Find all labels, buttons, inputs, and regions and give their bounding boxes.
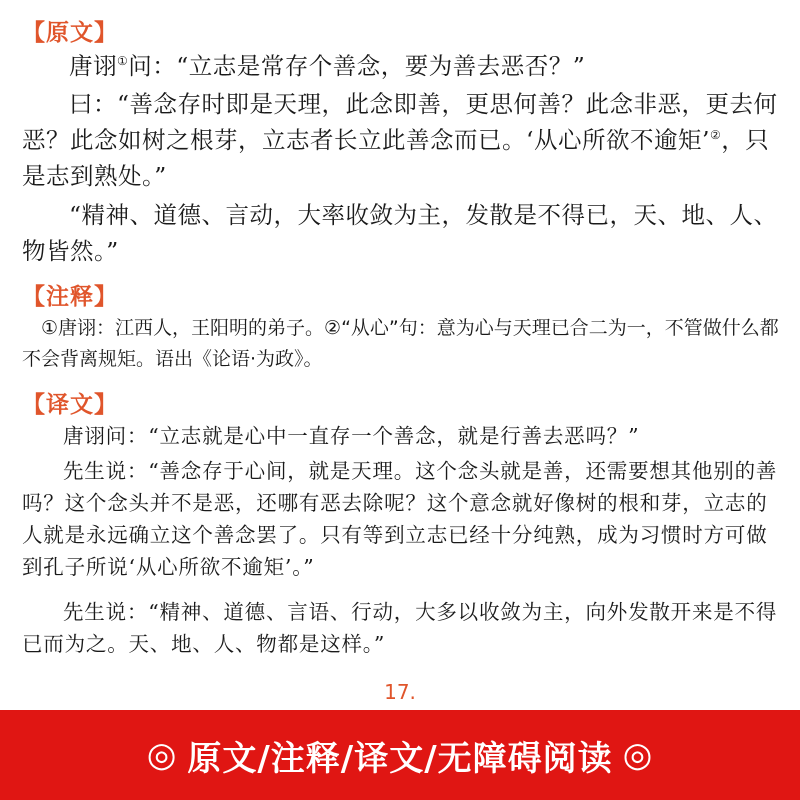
double-circle-icon: ◎ (146, 735, 178, 775)
bottom-banner (0, 710, 800, 800)
translation-paragraph-3: 先生说：“精神、道德、言语、行动，大多以收敛为主，向外发散开来是不得已而为之。天、地、人、物都是这样。” (22, 600, 778, 656)
original-paragraph-2 (22, 86, 780, 194)
double-circle-icon: ◎ (622, 735, 654, 775)
page-number: 17. (384, 680, 416, 704)
original-paragraph-3: “精神、道德、言动，大率收敛为主，发散是不得已，天、地、人、物皆然。” (22, 201, 778, 265)
original-p2-start: 曰：“善念存时即是天理，此念即善，更思何善？此念非恶，更去何恶？此念如树之根芽，立志者长立此善念而已。‘从心所欲不逾矩’ (22, 90, 778, 154)
footnote-marker-2: ② (709, 128, 722, 143)
original-text-label: 【原文】 (22, 20, 118, 46)
notes-label: 【注释】 (22, 284, 118, 310)
translation-label: 【译文】 (22, 392, 118, 418)
translation-paragraph-2: 先生说：“善念存于心间，就是天理。这个念头就是善，还需要想其他别的善吗？这个念头并不是恶，还哪有恶去除呢？这个意念就好像树的根和芽，立志的人就是永远确立这个善念罢了。只有等到立志已经十分纯熟，成为习惯时方可做到孔子所说‘从心所欲不逾矩’。” (22, 459, 778, 579)
notes-text: ①唐诩：江西人，王阳明的弟子。②“从心”句：意为心与天理已合二为一，不管做什么都不会背离规矩。语出《论语·为政》。 (22, 317, 779, 370)
banner-text: 原文/注释/译文/无障碍阅读 (187, 738, 613, 779)
original-p1-start: 唐诩 (69, 52, 117, 80)
original-paragraph-1 (22, 48, 780, 84)
original-p2-end: ，只是志到熟处。” (22, 126, 770, 190)
translation-paragraph-1: 唐诩问：“立志就是心中一直存一个善念，就是行善去恶吗？” (63, 424, 640, 448)
footnote-marker-1: ① (117, 54, 129, 69)
original-p1-end: 问：“立志是常存个善念，要为善去恶否？” (128, 52, 586, 80)
